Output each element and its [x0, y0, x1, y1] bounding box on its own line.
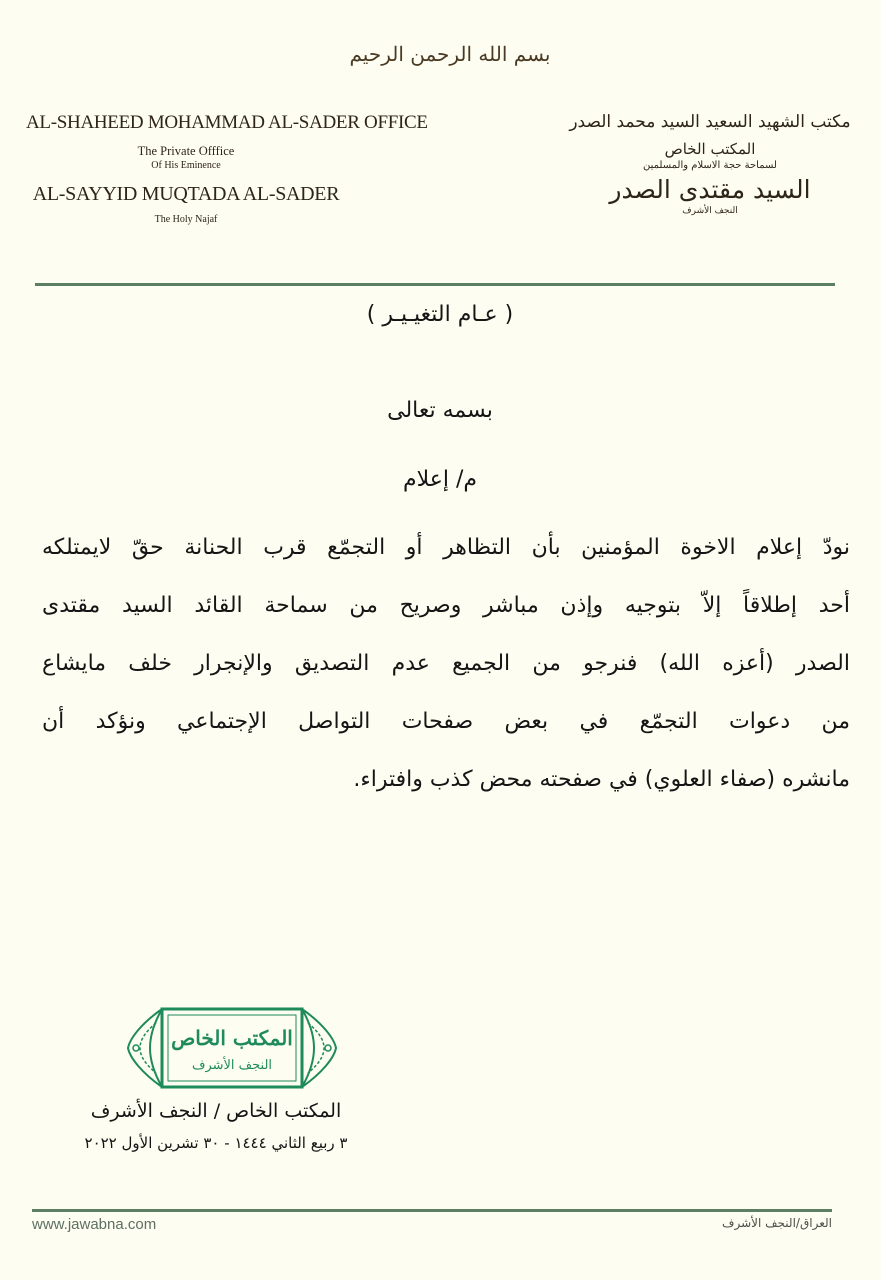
footer-location: العراق/النجف الأشرف	[722, 1216, 832, 1230]
office-stamp	[122, 1003, 342, 1093]
body-line: من دعوات التجمّع في بعض صفحات التواصل الإجتماعي ونؤكد أن	[42, 709, 850, 734]
arabic-sayyid-name: السيد مقتدى الصدر	[609, 175, 811, 204]
english-private-office: The Private Offfice	[137, 144, 235, 158]
body-line: نودّ إعلام الاخوة المؤمنين بأن التظاهر أو التجمّع قرب الحنانة حقّ لايمتلكه	[42, 535, 850, 560]
english-city: The Holy Najaf	[154, 214, 218, 225]
english-sayyid-name: AL-SAYYID MUQTADA AL-SADER	[32, 183, 340, 205]
website-link[interactable]: www.jawabna.com	[32, 1216, 157, 1233]
arabic-office-name: مكتب الشهيد السعيد السيد محمد الصدر	[569, 112, 851, 132]
stamp-line-2: النجف الأشرف	[191, 1058, 273, 1073]
issue-date: ٣ ربيع الثاني ١٤٤٤ - ٣٠ تشرين الأول ٢٠٢٢	[84, 1134, 348, 1152]
arabic-letterhead	[560, 112, 860, 216]
footer-divider	[32, 1209, 832, 1212]
basmala: بسم الله الرحمن الرحيم	[349, 42, 551, 66]
stamp-line-1: المكتب الخاص	[171, 1026, 293, 1050]
english-office-name: AL-SHAHEED MOHAMMAD AL-SADER OFFICE	[26, 112, 428, 133]
signoff: المكتب الخاص / النجف الأشرف	[90, 1100, 342, 1122]
arabic-of-his-eminence: لسماحة حجة الاسلام والمسلمين	[643, 160, 777, 171]
document-title: ( عـام التغيـيـر )	[366, 302, 514, 327]
invocation: بسمه تعالى	[387, 398, 493, 423]
subject-line: م/ إعلام	[402, 467, 477, 492]
body-line: أحد إطلاقاً إلاّ بتوجيه وإذن مباشر وصريح من سماحة القائد السيد مقتدى	[42, 593, 850, 618]
body-line: مانشره (صفاء العلوي) في صفحته محض كذب وافتراء.	[353, 767, 850, 792]
header-divider	[35, 283, 835, 286]
body-line: الصدر (أعزه الله) فنرجو من الجميع عدم التصديق والإنجرار خلف مايشاع	[42, 651, 850, 676]
announcement-body	[42, 519, 850, 809]
arabic-city: النجف الأشرف	[682, 206, 738, 216]
english-of-his-eminence: Of His Eminence	[151, 160, 221, 171]
english-letterhead	[26, 112, 428, 225]
arabic-private-office: المكتب الخاص	[664, 140, 756, 158]
